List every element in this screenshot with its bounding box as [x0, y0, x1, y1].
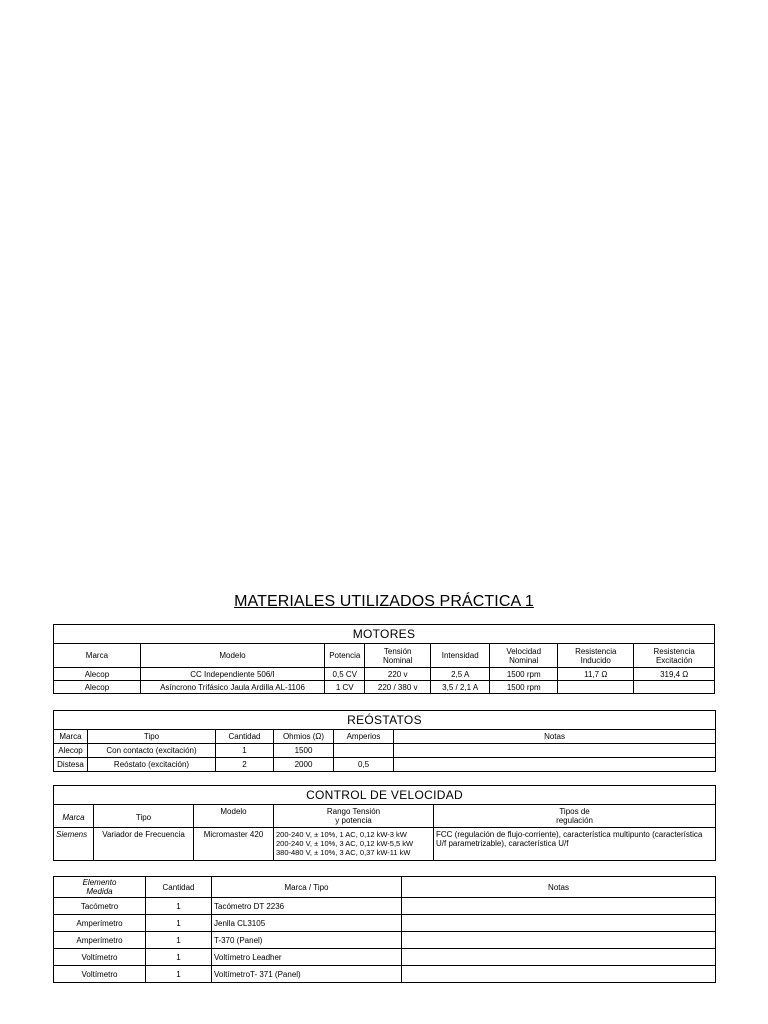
table-cell: Tacómetro	[54, 898, 146, 915]
header-cell: Ohmios (Ω)	[274, 730, 334, 744]
table-cell	[394, 744, 716, 758]
table-cell	[334, 744, 394, 758]
table-cell: 1500	[274, 744, 334, 758]
header-cell: Modelo	[194, 805, 274, 828]
table-row	[54, 949, 716, 966]
table-cell: 0,5	[334, 758, 394, 772]
table-cell: 1500 rpm	[490, 668, 558, 681]
header-cell: Resistencia Excitación	[634, 644, 715, 668]
table-cell: 3,5 / 2,1 A	[431, 681, 490, 694]
table-cell	[402, 932, 716, 949]
header-cell: Cantidad	[216, 730, 274, 744]
control-velocidad-table	[53, 785, 716, 861]
table-cell: Alecop	[54, 744, 88, 758]
table-cell: 1	[146, 949, 212, 966]
table-cell: 2,5 A	[431, 668, 490, 681]
table-cell: Alecop	[54, 668, 141, 681]
header-cell: Marca / Tipo	[212, 877, 402, 898]
table-cell: Variador de Frecuencia	[94, 828, 194, 861]
table-cell: 1	[146, 915, 212, 932]
table-cell: FCC (regulación de flujo-corriente), característica multipunto (característica U/f parametrizable), característica U/f	[434, 828, 716, 861]
table-row	[54, 828, 716, 861]
table-cell: 1	[216, 744, 274, 758]
table-cell: T-370 (Panel)	[212, 932, 402, 949]
table-cell: Distesa	[54, 758, 88, 772]
motores-title: MOTORES	[54, 625, 715, 644]
header-cell: Marca	[54, 730, 88, 744]
reostatos-title: REÓSTATOS	[54, 711, 716, 730]
reostatos-table	[53, 710, 716, 772]
table-row	[54, 932, 716, 949]
table-cell	[402, 915, 716, 932]
header-cell: Rango Tensión y potencia	[274, 805, 434, 828]
table-cell: 200-240 V, ± 10%, 1 AC, 0,12 kW-3 kW 200-240 V, ± 10%, 3 AC, 0,12 kW-5,5 kW 380-480 V, ± 10%, 3 AC, 0,37 kW-11 kW	[274, 828, 434, 861]
table-cell: Jenlla CL3105	[212, 915, 402, 932]
table-cell	[402, 966, 716, 983]
header-cell: Elemento Medida	[54, 877, 146, 898]
table-cell: VoltímetroT- 371 (Panel)	[212, 966, 402, 983]
document-title: MATERIALES UTILIZADOS PRÁCTICA 1	[234, 593, 534, 610]
table-cell: Voltímetro Leadher	[212, 949, 402, 966]
instrumentos-table	[53, 876, 716, 983]
header-cell: Modelo	[140, 644, 324, 668]
control-title: CONTROL DE VELOCIDAD	[54, 786, 716, 805]
table-cell: Tacómetro DT 2236	[212, 898, 402, 915]
table-cell: 220 v	[365, 668, 431, 681]
table-row	[54, 744, 716, 758]
header-cell: Resistencia Inducido	[558, 644, 634, 668]
table-cell: 1	[146, 932, 212, 949]
table-cell: Alecop	[54, 681, 141, 694]
table-row	[54, 966, 716, 983]
table-cell: 11,7 Ω	[558, 668, 634, 681]
table-cell: Amperímetro	[54, 932, 146, 949]
header-cell: Tipo	[94, 805, 194, 828]
header-cell: Tensión Nominal	[365, 644, 431, 668]
header-cell: Marca	[54, 644, 141, 668]
table-cell: CC Independiente 506/I	[140, 668, 324, 681]
table-cell: 220 / 380 v	[365, 681, 431, 694]
table-cell: Voltímetro	[54, 966, 146, 983]
header-cell: Notas	[402, 877, 716, 898]
table-cell: Voltímetro	[54, 949, 146, 966]
table-cell: 1	[146, 898, 212, 915]
motores-header-row	[54, 644, 715, 668]
table-cell: Siemens	[54, 828, 94, 861]
table-cell	[394, 758, 716, 772]
header-cell: Notas	[394, 730, 716, 744]
table-cell: 2	[216, 758, 274, 772]
table-cell: 1500 rpm	[490, 681, 558, 694]
table-cell	[402, 898, 716, 915]
header-cell: Velocidad Nominal	[490, 644, 558, 668]
table-cell: Amperímetro	[54, 915, 146, 932]
control-header-row	[54, 805, 716, 828]
header-cell: Cantidad	[146, 877, 212, 898]
reostatos-header-row	[54, 730, 716, 744]
table-cell: 2000	[274, 758, 334, 772]
table-cell: Asíncrono Trifásico Jaula Ardilla AL-1106	[140, 681, 324, 694]
table-cell: 1	[146, 966, 212, 983]
table-cell: 319,4 Ω	[634, 668, 715, 681]
table-cell: Reóstato (excitación)	[88, 758, 216, 772]
header-cell: Intensidad	[431, 644, 490, 668]
header-cell: Tipos de regulación	[434, 805, 716, 828]
header-cell: Amperios	[334, 730, 394, 744]
header-cell: Potencia	[325, 644, 365, 668]
header-cell: Marca	[54, 805, 94, 828]
table-cell: 1 CV	[325, 681, 365, 694]
table-row	[54, 681, 715, 694]
table-cell	[634, 681, 715, 694]
table-cell: Micromaster 420	[194, 828, 274, 861]
table-row	[54, 915, 716, 932]
table-cell	[558, 681, 634, 694]
motores-table	[53, 624, 715, 694]
table-cell: Con contacto (excitación)	[88, 744, 216, 758]
table-cell: 0,5 CV	[325, 668, 365, 681]
table-cell	[402, 949, 716, 966]
table-row	[54, 668, 715, 681]
instrumentos-header-row	[54, 877, 716, 898]
table-row	[54, 898, 716, 915]
table-row	[54, 758, 716, 772]
header-cell: Tipo	[88, 730, 216, 744]
